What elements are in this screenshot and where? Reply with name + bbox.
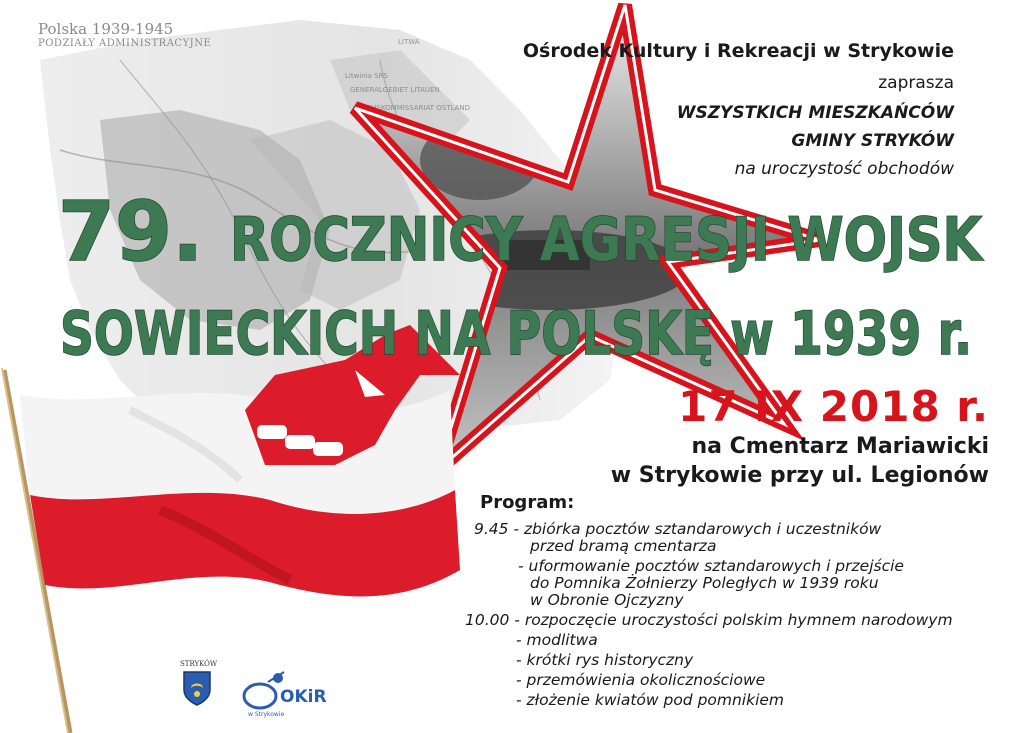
program-item: - krótki rys historyczny xyxy=(516,651,694,669)
organizer-name: Ośrodek Kultury i Rekreacji w Strykowie xyxy=(522,40,954,62)
program-item: przed bramą cmentarza xyxy=(530,537,717,555)
program-item: - uformowanie pocztów sztandarowych i przejście xyxy=(518,557,904,575)
program-item: w Obronie Ojczyzny xyxy=(530,591,684,609)
invitation-text: zaprasza xyxy=(878,73,954,93)
program-item: 9.45 - zbiórka pocztów sztandarowych i uczestników xyxy=(474,520,882,538)
headline-number: 79. xyxy=(58,185,204,280)
stryków-coat-of-arms-icon xyxy=(182,670,212,706)
map-caption-title: Polska 1939-1945 xyxy=(38,20,174,38)
event-place-line-2: w Strykowie przy ul. Legionów xyxy=(610,463,989,488)
map-label: REICHSKOMMISSARIAT OSTLAND xyxy=(355,104,470,112)
headline-line-2: SOWIECKICH NA POLSKĘ w 1939 r. xyxy=(60,299,972,369)
map-label: GENERALGEBIET LITAUEN xyxy=(350,86,440,94)
audience-line-2: GMINY STRYKÓW xyxy=(791,131,954,151)
map-caption-subtitle: PODZIAŁY ADMINISTRACYJNE xyxy=(38,38,212,49)
program-item: - przemówienia okolicznościowe xyxy=(516,671,766,689)
event-date: 17 IX 2018 r. xyxy=(678,382,989,431)
event-place-line-1: na Cmentarz Mariawicki xyxy=(691,434,989,459)
stryków-label: STRYKÓW xyxy=(180,660,218,668)
map-label: Litwinia SRS xyxy=(345,72,388,80)
map-label: LITWA xyxy=(398,38,420,46)
okir-logo-text: OKiR xyxy=(280,687,327,707)
okir-logo-icon xyxy=(238,668,338,720)
okir-logo-subtext: w Strykowie xyxy=(248,711,285,718)
headline-line-1: ROCZNICY AGRESJI WOJSK xyxy=(230,205,985,275)
occasion-text: na uroczystość obchodów xyxy=(734,159,954,179)
program-item: 10.00 - rozpoczęcie uroczystości polskim hymnem narodowym xyxy=(465,611,953,629)
audience-line-1: WSZYSTKICH MIESZKAŃCÓW xyxy=(676,103,954,123)
program-item: - modlitwa xyxy=(516,631,598,649)
program-item: do Pomnika Żołnierzy Poległych w 1939 roku xyxy=(530,574,879,592)
program-heading: Program: xyxy=(480,492,575,513)
program-item: - złożenie kwiatów pod pomnikiem xyxy=(516,691,785,709)
